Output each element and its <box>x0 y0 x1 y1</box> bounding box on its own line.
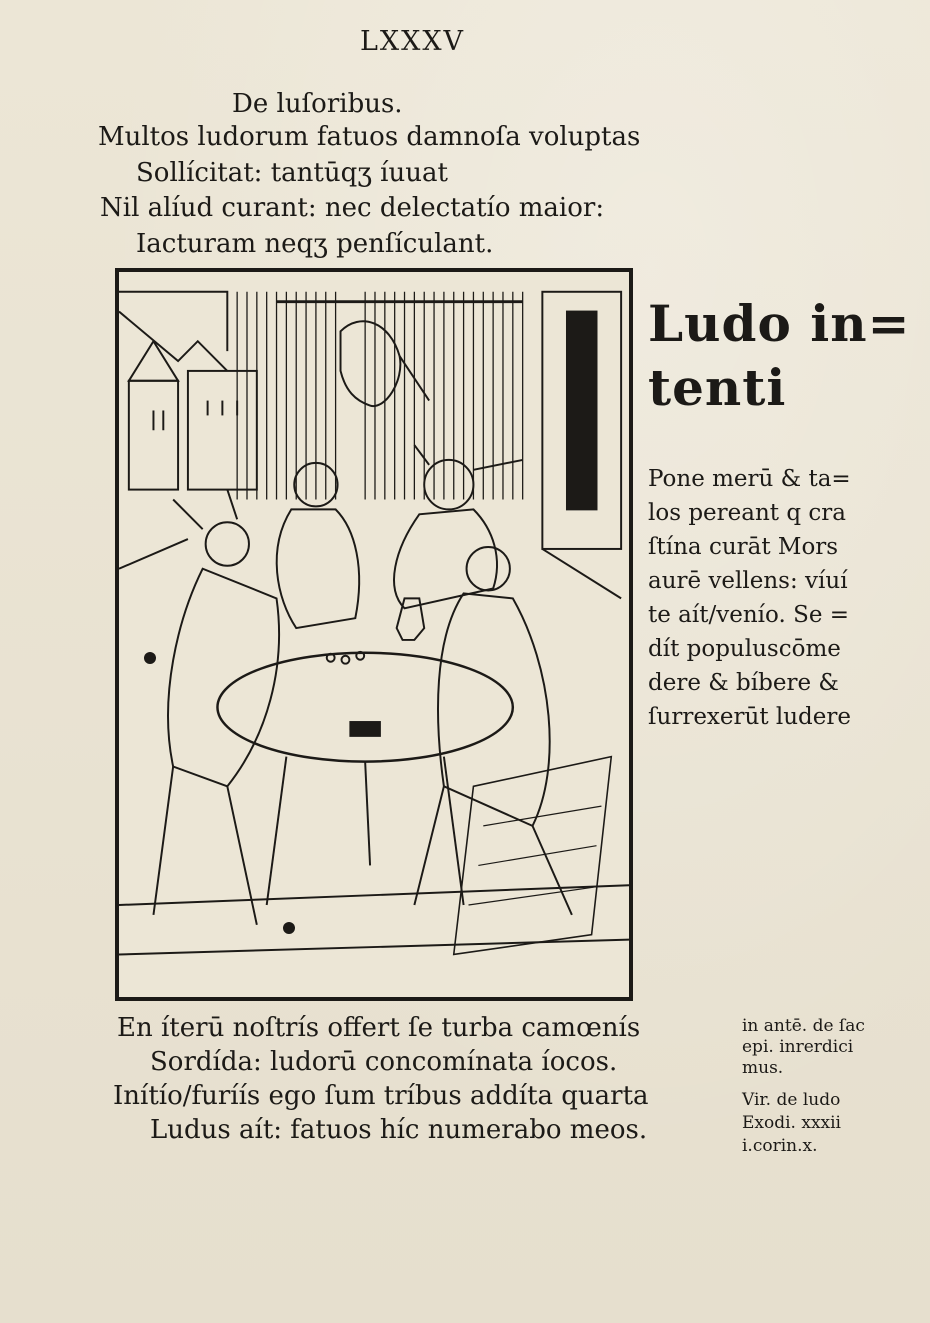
marginal-note-line: Vir. de ludo <box>742 1090 841 1110</box>
marginal-note-line: in antē. de ſac <box>742 1016 865 1036</box>
woodcut-title-line: Ludo in= <box>648 294 911 353</box>
marginal-note-line: Exodi. xxxii <box>742 1113 841 1133</box>
top-verse-line: Iacturam neqʒ penſículant. <box>136 229 494 259</box>
side-text-line: ſtína curāt Mors <box>648 534 839 560</box>
ink-dot <box>144 652 156 664</box>
bottom-verse-line: Ludus aít: fatuos híc numerabo meos. <box>150 1115 648 1145</box>
marginal-note-line: i.corin.x. <box>742 1136 818 1156</box>
bottom-verse-line: En íterū noſtrís offert ſe turba camœnís <box>117 1013 641 1043</box>
gamblers-scene-image <box>119 272 629 997</box>
side-text-line: dít populuscōme <box>648 636 841 662</box>
top-verse-line: Nil alíud curant: nec delectatío maior: <box>100 193 605 223</box>
side-text-line: ſurrexerūt ludere <box>648 704 851 730</box>
chapter-heading: De luſoribus. <box>232 89 403 119</box>
woodcut-illustration <box>115 268 633 1001</box>
side-text-line: te aít/venío. Se = <box>648 602 850 628</box>
side-text-line: aurē vellens: víuí <box>648 568 848 594</box>
marginal-note-line: epi. inrerdici <box>742 1037 854 1057</box>
side-text-line: Pone merū & ta= <box>648 466 851 492</box>
side-text-line: los pereant q cra <box>648 500 846 526</box>
ink-dot <box>283 922 295 934</box>
marginal-note-line: mus. <box>742 1058 784 1078</box>
bottom-verse-line: Sordída: ludorū concomínata íocos. <box>150 1047 618 1077</box>
woodcut-title-line: tenti <box>648 358 787 417</box>
bottom-verse-line: Inítío/furíís ego ſum tríbus addíta quarta <box>113 1081 649 1111</box>
folio-number: LXXXV <box>359 26 466 57</box>
top-verse-line: Multos ludorum fatuos damnoſa voluptas <box>98 122 641 152</box>
side-text-line: dere & bíbere & <box>648 670 839 696</box>
top-verse-line: Sollícitat: tantūqʒ íuuat <box>136 158 448 188</box>
